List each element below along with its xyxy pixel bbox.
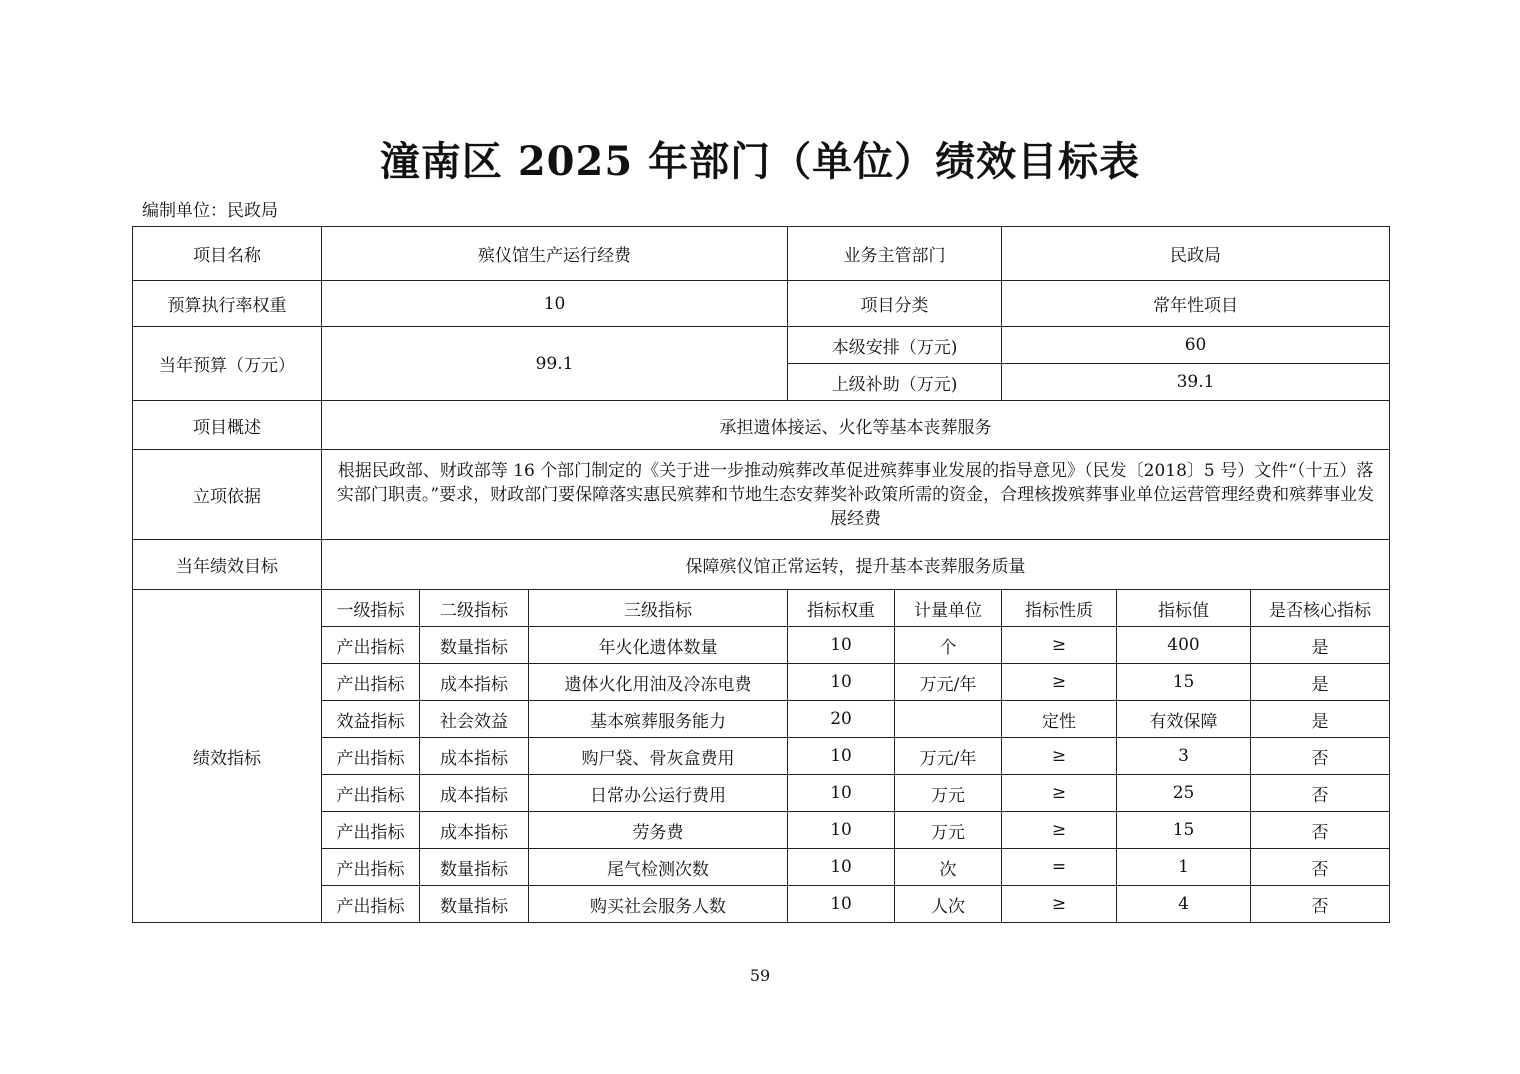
value-cell: 3 (1117, 738, 1251, 775)
level2-cell: 成本指标 (420, 664, 529, 701)
local-value: 60 (1002, 327, 1390, 364)
indicator-row (133, 775, 1390, 812)
core-cell: 是 (1251, 701, 1390, 738)
level1-cell: 产出指标 (322, 664, 420, 701)
weight-cell: 20 (788, 701, 895, 738)
dept-value: 民政局 (1002, 227, 1390, 281)
nature-cell: ≥ (1002, 664, 1117, 701)
level1-cell: 产出指标 (322, 812, 420, 849)
weight-cell: 10 (788, 886, 895, 923)
unit-cell: 个 (895, 627, 1002, 664)
category-value: 常年性项目 (1002, 281, 1390, 327)
value-cell: 15 (1117, 812, 1251, 849)
level3-cell: 日常办公运行费用 (529, 775, 788, 812)
project-name-value: 殡仪馆生产运行经费 (322, 227, 788, 281)
value-cell: 1 (1117, 849, 1251, 886)
overview-value: 承担遗体接运、火化等基本丧葬服务 (322, 401, 1390, 450)
level1-cell: 产出指标 (322, 849, 420, 886)
level2-cell: 数量指标 (420, 627, 529, 664)
budget-label: 当年预算（万元） (133, 327, 322, 401)
level3-cell: 购尸袋、骨灰盒费用 (529, 738, 788, 775)
header-level2: 二级指标 (420, 590, 529, 627)
header-unit: 计量单位 (895, 590, 1002, 627)
header-level1: 一级指标 (322, 590, 420, 627)
indicator-header-row (133, 590, 1390, 627)
core-cell: 否 (1251, 849, 1390, 886)
core-cell: 否 (1251, 775, 1390, 812)
level3-cell: 购买社会服务人数 (529, 886, 788, 923)
goal-label: 当年绩效目标 (133, 540, 322, 590)
weight-cell: 10 (788, 738, 895, 775)
level1-cell: 产出指标 (322, 775, 420, 812)
row-overview (133, 401, 1390, 450)
level2-cell: 成本指标 (420, 812, 529, 849)
level2-cell: 成本指标 (420, 738, 529, 775)
level1-cell: 产出指标 (322, 886, 420, 923)
value-cell: 有效保障 (1117, 701, 1251, 738)
budget-value: 99.1 (322, 327, 788, 401)
level3-cell: 年火化遗体数量 (529, 627, 788, 664)
core-cell: 是 (1251, 627, 1390, 664)
core-cell: 否 (1251, 812, 1390, 849)
indicator-row (133, 812, 1390, 849)
value-cell: 400 (1117, 627, 1251, 664)
weight-cell: 10 (788, 664, 895, 701)
row-project-name (133, 227, 1390, 281)
header-level3: 三级指标 (529, 590, 788, 627)
weight-value: 10 (322, 281, 788, 327)
header-core: 是否核心指标 (1251, 590, 1390, 627)
unit-cell: 人次 (895, 886, 1002, 923)
level3-cell: 基本殡葬服务能力 (529, 701, 788, 738)
row-budget (133, 327, 1390, 364)
performance-table (132, 226, 1390, 923)
weight-cell: 10 (788, 849, 895, 886)
level1-cell: 产出指标 (322, 738, 420, 775)
compiling-unit: 编制单位：民政局 (142, 201, 278, 221)
value-cell: 15 (1117, 664, 1251, 701)
upper-value: 39.1 (1002, 364, 1390, 401)
indicator-row (133, 664, 1390, 701)
page-number: 59 (749, 966, 771, 985)
level1-cell: 产出指标 (322, 627, 420, 664)
level2-cell: 社会效益 (420, 701, 529, 738)
indicator-row (133, 738, 1390, 775)
local-label: 本级安排（万元) (788, 327, 1002, 364)
unit-cell: 次 (895, 849, 1002, 886)
unit-cell (895, 701, 1002, 738)
overview-label: 项目概述 (133, 401, 322, 450)
row-goal (133, 540, 1390, 590)
indicators-label: 绩效指标 (133, 590, 322, 923)
nature-cell: ≥ (1002, 886, 1117, 923)
level2-cell: 数量指标 (420, 886, 529, 923)
level3-cell: 遗体火化用油及冷冻电费 (529, 664, 788, 701)
header-value: 指标值 (1117, 590, 1251, 627)
project-name-label: 项目名称 (133, 227, 322, 281)
unit-cell: 万元/年 (895, 664, 1002, 701)
weight-cell: 10 (788, 812, 895, 849)
dept-label: 业务主管部门 (788, 227, 1002, 281)
nature-cell: ≥ (1002, 738, 1117, 775)
nature-cell: = (1002, 849, 1117, 886)
indicator-row (133, 701, 1390, 738)
row-weight (133, 281, 1390, 327)
weight-cell: 10 (788, 627, 895, 664)
value-cell: 4 (1117, 886, 1251, 923)
nature-cell: ≥ (1002, 627, 1117, 664)
nature-cell: ≥ (1002, 775, 1117, 812)
core-cell: 否 (1251, 738, 1390, 775)
category-label: 项目分类 (788, 281, 1002, 327)
header-weight: 指标权重 (788, 590, 895, 627)
indicator-row (133, 627, 1390, 664)
nature-cell: ≥ (1002, 812, 1117, 849)
basis-label: 立项依据 (133, 450, 322, 540)
goal-value: 保障殡仪馆正常运转，提升基本丧葬服务质量 (322, 540, 1390, 590)
weight-cell: 10 (788, 775, 895, 812)
nature-cell: 定性 (1002, 701, 1117, 738)
row-basis (133, 450, 1390, 540)
level2-cell: 数量指标 (420, 849, 529, 886)
unit-cell: 万元 (895, 812, 1002, 849)
value-cell: 25 (1117, 775, 1251, 812)
level3-cell: 尾气检测次数 (529, 849, 788, 886)
indicator-row (133, 849, 1390, 886)
level1-cell: 效益指标 (322, 701, 420, 738)
level3-cell: 劳务费 (529, 812, 788, 849)
level2-cell: 成本指标 (420, 775, 529, 812)
core-cell: 否 (1251, 886, 1390, 923)
core-cell: 是 (1251, 664, 1390, 701)
weight-label: 预算执行率权重 (133, 281, 322, 327)
basis-value: 根据民政部、财政部等 16 个部门制定的《关于进一步推动殡葬改革促进殡葬事业发展的指导意见》（民发〔2018〕5 号）文件“（十五）落实部门职责。”要求，财政部门要保障落实惠民殡葬和节地生态安葬奖补政策所需的资金，合理核拨殡葬事业单位运营管理经费和殡葬事业发展经费 (322, 450, 1390, 540)
indicator-row (133, 886, 1390, 923)
unit-cell: 万元 (895, 775, 1002, 812)
page-title: 潼南区 2025 年部门（单位）绩效目标表 (379, 138, 1141, 185)
upper-label: 上级补助（万元) (788, 364, 1002, 401)
header-nature: 指标性质 (1002, 590, 1117, 627)
unit-cell: 万元/年 (895, 738, 1002, 775)
